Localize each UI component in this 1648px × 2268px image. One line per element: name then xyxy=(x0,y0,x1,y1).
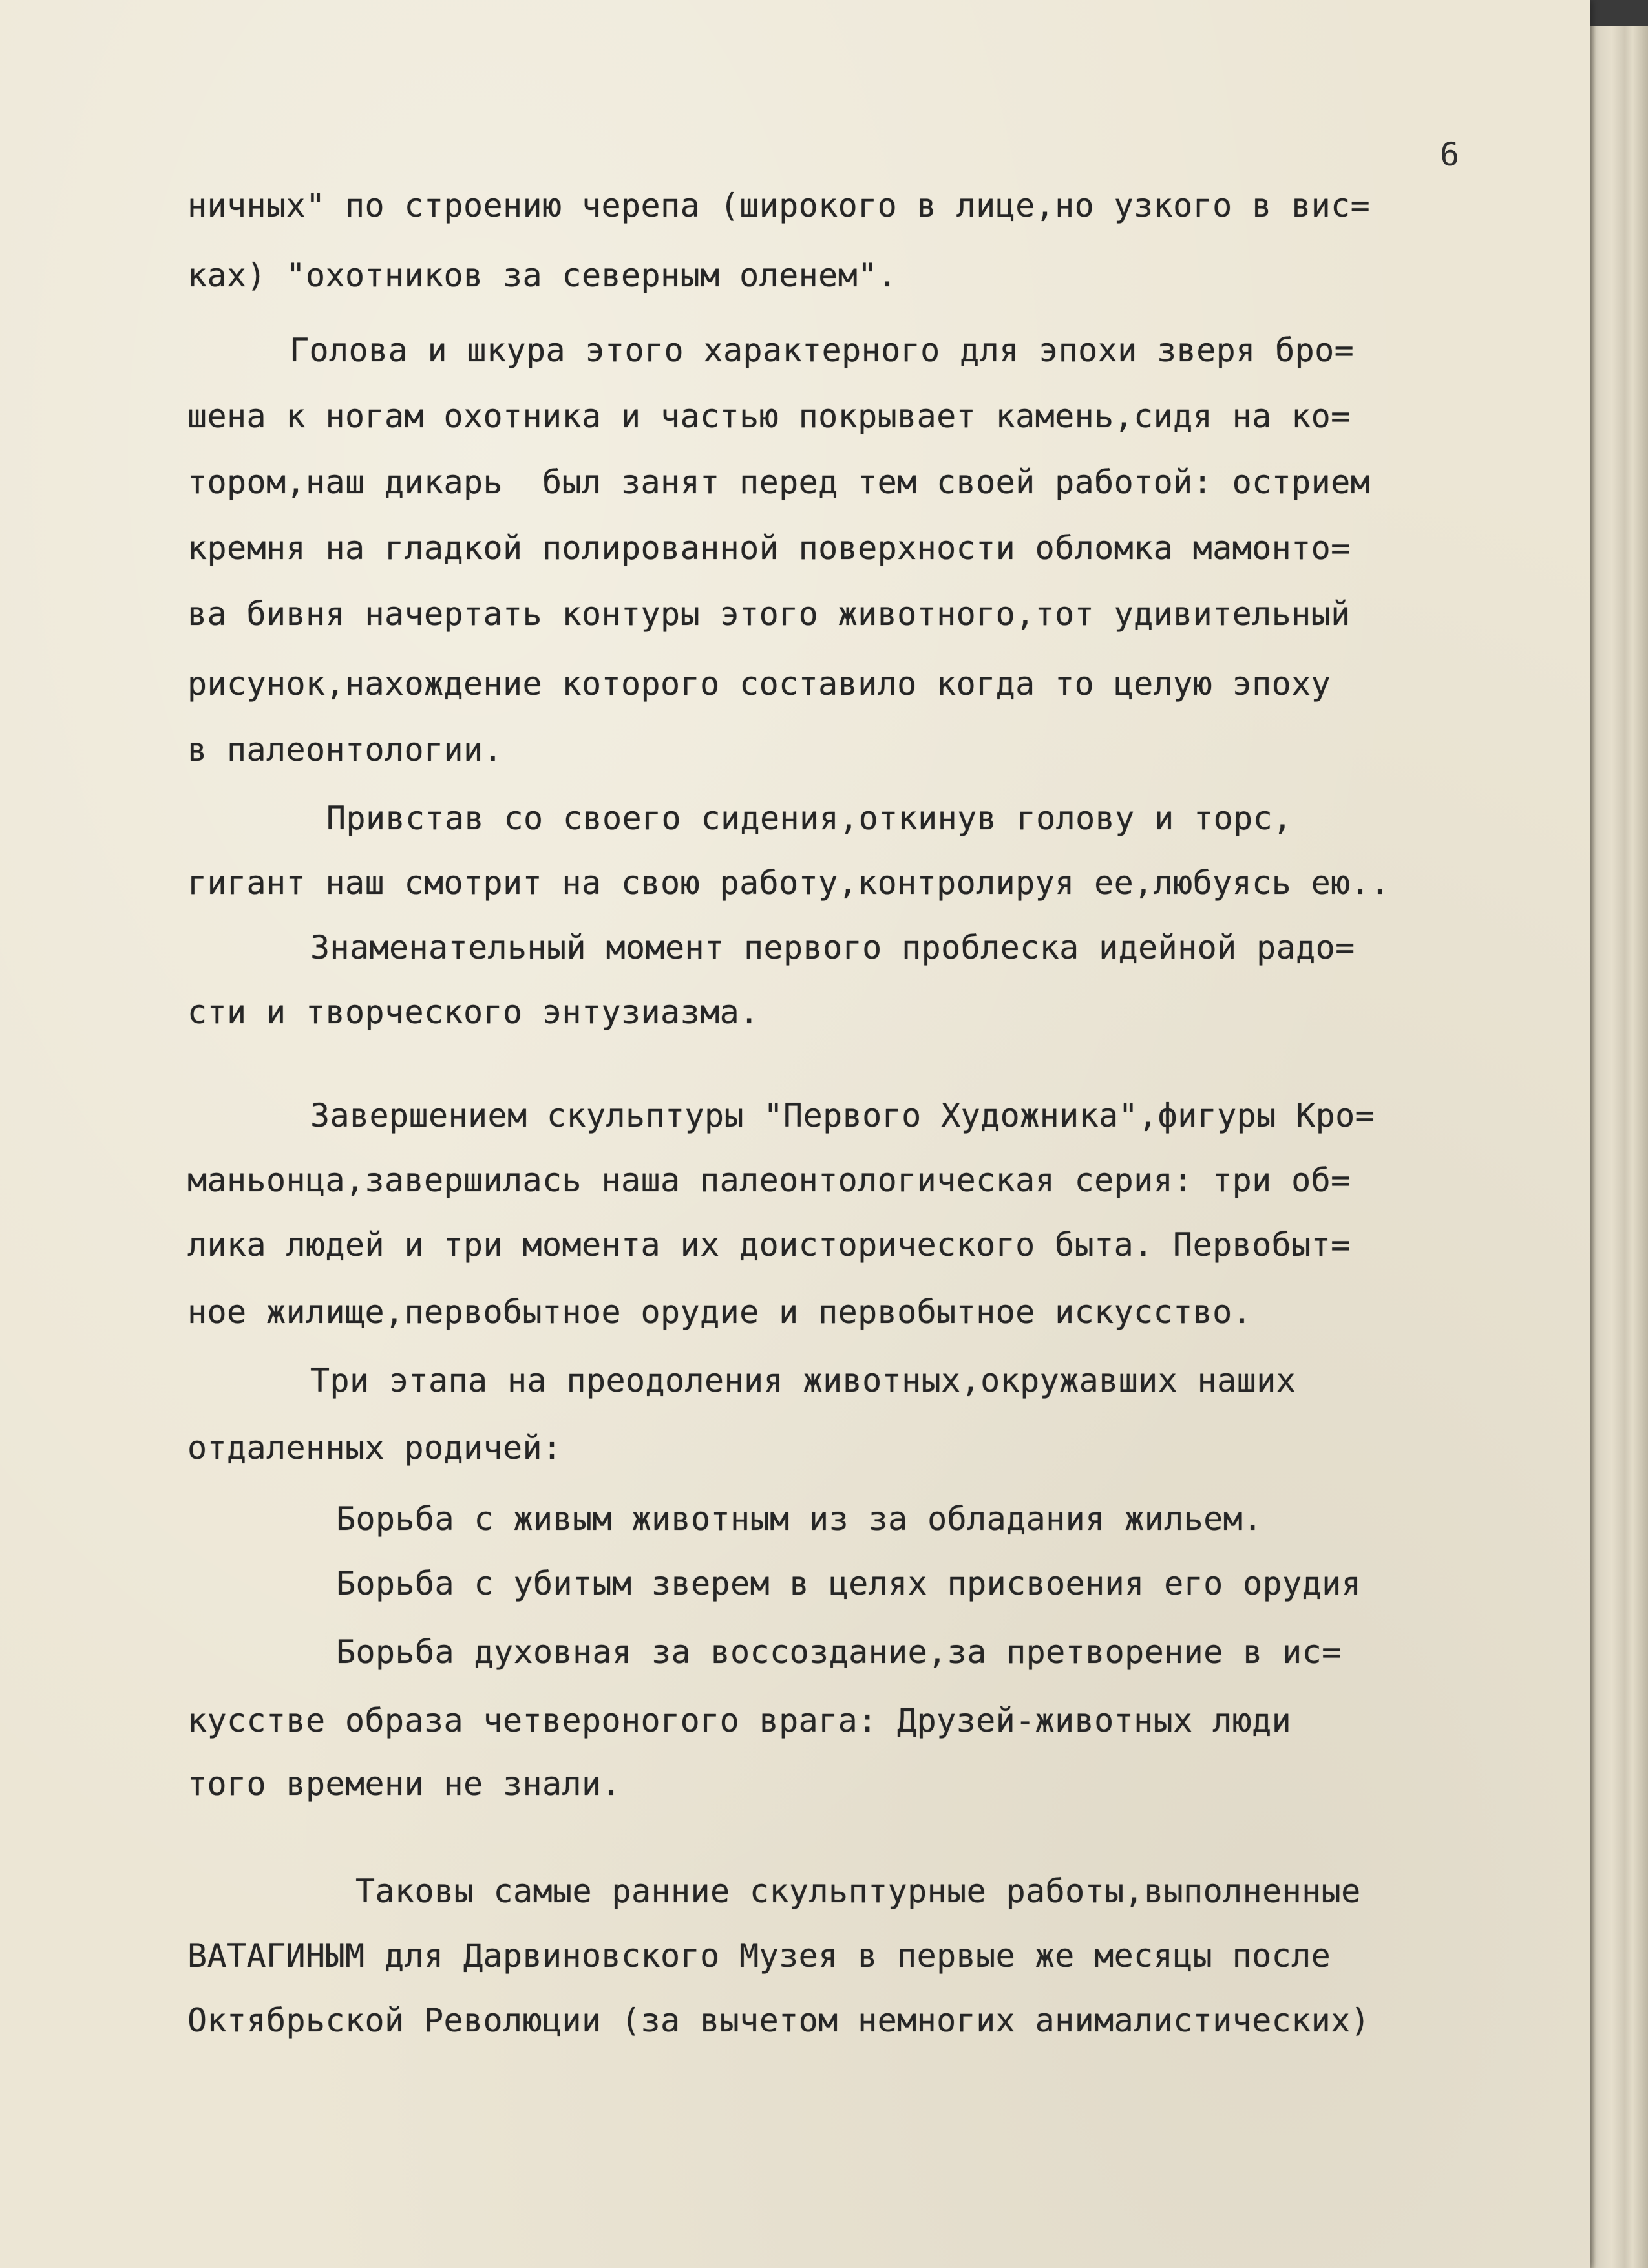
text-line: Три этапа на преодоления животных,окружавших наших xyxy=(310,1362,1296,1399)
text-line: ках) "охотников за северным оленем". xyxy=(187,257,898,294)
page-number: 6 xyxy=(1440,136,1460,173)
text-line: гигант наш смотрит на свою работу,контролируя ее,любуясь ею.. xyxy=(187,864,1390,902)
text-line: тором,наш дикарь был занят перед тем своей работой: острием xyxy=(187,463,1371,501)
text-line: отдаленных родичей: xyxy=(187,1429,562,1467)
text-line: Голова и шкура этого характерного для эпохи зверя бро= xyxy=(290,332,1355,369)
text-line: того времени не знали. xyxy=(187,1765,622,1803)
page-stack-edge xyxy=(1596,26,1648,2268)
text-line: Борьба с живым животным из за обладания жильем. xyxy=(336,1500,1263,1538)
text-line: кусстве образа четвероногого врага: Друзей-животных люди xyxy=(187,1702,1292,1739)
text-line: лика людей и три момента их доисторического быта. Первобыт= xyxy=(187,1226,1351,1264)
text-line: шена к ногам охотника и частью покрывает камень,сидя на ко= xyxy=(187,397,1351,435)
text-line: Таковы самые ранние скульптурные работы,выполненные xyxy=(355,1872,1361,1910)
text-line: Октябрьской Революции (за вычетом немногих анималистических) xyxy=(187,2002,1371,2039)
text-line: сти и творческого энтузиазма. xyxy=(187,993,759,1031)
text-line: ное жилище,первобытное орудие и первобытное искусство. xyxy=(187,1293,1252,1331)
text-line: маньонца,завершилась наша палеонтологическая серия: три об= xyxy=(187,1161,1351,1199)
text-line: ничных" по строению черепа (широкого в лице,но узкого в вис= xyxy=(187,187,1371,224)
text-line: ВАТАГИНЫМ для Дарвиновского Музея в первые же месяцы после xyxy=(187,1937,1331,1975)
text-line: Борьба с убитым зверем в целях присвоения его орудия xyxy=(336,1565,1362,1602)
text-line: рисунок,нахождение которого составило когда то целую эпоху xyxy=(187,665,1331,703)
text-line: Борьба духовная за воссоздание,за претворение в ис= xyxy=(336,1633,1342,1671)
text-line: Привстав со своего сидения,откинув голову и торс, xyxy=(326,800,1293,837)
text-line: ва бивня начертать контуры этого животного,тот удивительный xyxy=(187,595,1351,633)
text-line: Завершением скульптуры "Первого Художника",фигуры Кро= xyxy=(310,1097,1375,1134)
text-line: Знаменательный момент первого проблеска идейной радо= xyxy=(310,929,1355,966)
text-line: в палеонтологии. xyxy=(187,731,503,768)
text-line: кремня на гладкой полированной поверхности обломка мамонто= xyxy=(187,529,1351,567)
page-stack-shadow xyxy=(1590,26,1596,2268)
